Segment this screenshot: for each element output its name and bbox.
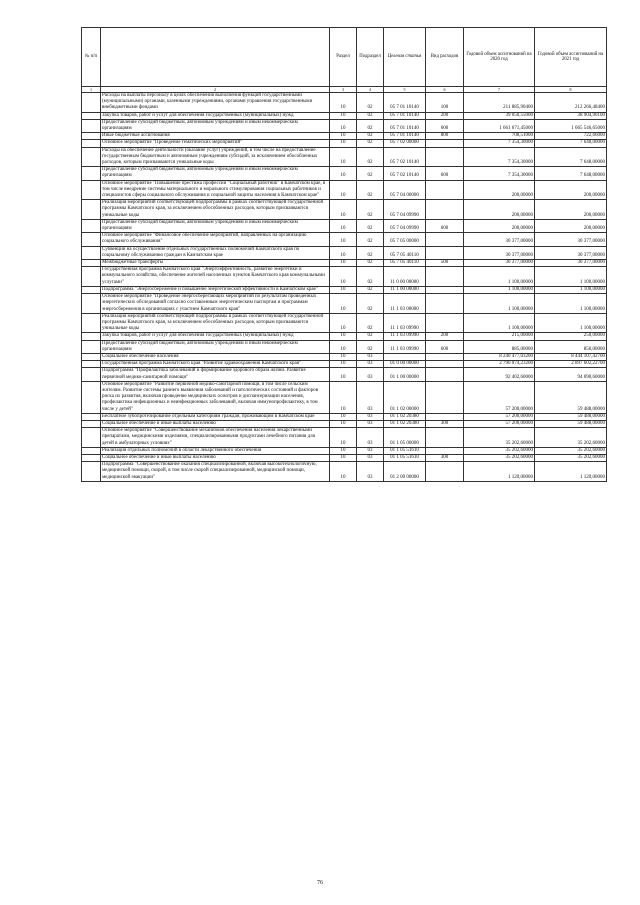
row-amount-2021: 2 897 602,22700 xyxy=(535,361,607,368)
row-target-article: 05 7 04 00000 xyxy=(384,180,426,200)
row-podrazdel: 02 xyxy=(357,267,384,287)
row-expense-type: 300 xyxy=(426,420,464,427)
row-razdel: 10 xyxy=(330,267,357,287)
row-razdel: 10 xyxy=(330,140,357,147)
row-razdel: 10 xyxy=(330,200,357,220)
row-podrazdel: 02 xyxy=(357,147,384,167)
table-row xyxy=(82,447,607,454)
row-podrazdel: 03 xyxy=(357,353,384,360)
row-amount-2020: 39 050,55000 xyxy=(464,112,535,119)
row-target-article: 05 7 01 10140 xyxy=(384,93,426,113)
row-amount-2021: 1 120,00000 xyxy=(535,462,607,482)
row-razdel: 10 xyxy=(330,233,357,246)
row-podrazdel: 02 xyxy=(357,286,384,293)
table-row xyxy=(82,361,607,368)
row-expense-type xyxy=(426,381,464,413)
table-row xyxy=(82,353,607,360)
num-cell xyxy=(82,233,101,246)
table-row xyxy=(82,112,607,119)
row-podrazdel: 02 xyxy=(357,112,384,119)
num-cell xyxy=(82,147,101,167)
column-number: 2 xyxy=(101,87,330,93)
row-razdel: 10 xyxy=(330,361,357,368)
row-target-article: 11 1 03 09990 xyxy=(384,333,426,340)
num-cell xyxy=(82,420,101,427)
num-cell xyxy=(82,361,101,368)
column-number: 1 xyxy=(82,87,101,93)
row-amount-2020: 57 200,00000 xyxy=(464,381,535,413)
table-row xyxy=(82,260,607,267)
row-amount-2021: 35 202,60000 xyxy=(535,454,607,461)
row-podrazdel: 02 xyxy=(357,200,384,220)
table-row xyxy=(82,313,607,333)
table-row xyxy=(82,381,607,413)
row-name: Реализация мероприятий соответствующей подпрограммы в рамках соответствующей государственной программы Камчатского края, за исключением обособленных расходов, которым присваиваются уникальные коды xyxy=(101,313,330,333)
row-name: Бесплатное зубопротезирование отдельным категориям граждан, проживающим в Камчатском крае xyxy=(101,413,330,420)
row-target-article: 01 1 02 20380 xyxy=(384,413,426,420)
row-expense-type: 600 xyxy=(426,167,464,180)
table-row xyxy=(82,233,607,246)
row-amount-2020: 35 202,60000 xyxy=(464,454,535,461)
row-name: Основное мероприятие "Совершенствование механизмов обеспечения населения лекарственными препаратами, медицинскими изделиями, специализированными продуктами лечебного питания для детей в амбулаторных условиях" xyxy=(101,428,330,448)
row-amount-2020: 1 120,00000 xyxy=(464,462,535,482)
row-amount-2021: 212 266,48400 xyxy=(535,93,607,113)
row-amount-2020: 30 377,00000 xyxy=(464,246,535,259)
row-podrazdel: 02 xyxy=(357,233,384,246)
row-name: Социальное обеспечение и иные выплаты населению xyxy=(101,420,330,427)
row-target-article: 05 7 01 10140 xyxy=(384,119,426,132)
row-amount-2020: 211 885,90400 xyxy=(464,93,535,113)
row-target-article: 05 7 02 10140 xyxy=(384,167,426,180)
row-expense-type: 200 xyxy=(426,333,464,340)
row-amount-2021: 1 100,00000 xyxy=(535,286,607,293)
row-podrazdel: 03 xyxy=(357,381,384,413)
table-row xyxy=(82,454,607,461)
num-cell xyxy=(82,260,101,267)
row-podrazdel: 02 xyxy=(357,260,384,267)
row-amount-2021: 722,66000 xyxy=(535,133,607,140)
row-name: Основное мероприятие "Повышение престижа профессии "Социальный работник" в Камчатском крае, в том числе внедрение системы материального и морального стимулирования социальных работников и специалистов сферы социального обслуживания и социальной защиты населения в Камчатском крае" xyxy=(101,180,330,200)
row-razdel: 10 xyxy=(330,147,357,167)
table-row xyxy=(82,294,607,314)
row-amount-2020: 92 402,60000 xyxy=(464,368,535,381)
row-razdel: 10 xyxy=(330,340,357,353)
row-amount-2021: 59 488,00000 xyxy=(535,413,607,420)
num-cell xyxy=(82,413,101,420)
row-amount-2021: 200,00000 xyxy=(535,200,607,220)
row-target-article: 01 1 02 20380 xyxy=(384,420,426,427)
row-razdel: 10 xyxy=(330,462,357,482)
num-cell xyxy=(82,119,101,132)
num-cell xyxy=(82,462,101,482)
table-row xyxy=(82,180,607,200)
row-razdel: 10 xyxy=(330,246,357,259)
row-target-article: 05 7 04 09990 xyxy=(384,200,426,220)
table-row xyxy=(82,333,607,340)
row-expense-type xyxy=(426,361,464,368)
row-expense-type xyxy=(426,233,464,246)
row-razdel: 10 xyxy=(330,428,357,448)
table-row xyxy=(82,119,607,132)
row-target-article: 01 1 05 51610 xyxy=(384,447,426,454)
row-target-article: 11 0 00 00000 xyxy=(384,267,426,287)
row-razdel: 10 xyxy=(330,447,357,454)
row-expense-type xyxy=(426,413,464,420)
row-expense-type: 200 xyxy=(426,112,464,119)
row-target-article: 11 1 03 00000 xyxy=(384,294,426,314)
row-razdel: 10 xyxy=(330,353,357,360)
row-target-article: 11 1 00 00000 xyxy=(384,286,426,293)
row-expense-type xyxy=(426,368,464,381)
row-podrazdel: 02 xyxy=(357,246,384,259)
row-amount-2020: 57 200,00000 xyxy=(464,420,535,427)
row-podrazdel: 03 xyxy=(357,361,384,368)
row-target-article: 05 7 04 09990 xyxy=(384,219,426,232)
table-header-row xyxy=(82,28,607,87)
row-expense-type xyxy=(426,180,464,200)
row-name: Предоставление субсидий бюджетным, автономным учреждениям и иным некоммерческим организациям xyxy=(101,219,330,232)
row-target-article: 05 7 01 10140 xyxy=(384,112,426,119)
row-razdel: 10 xyxy=(330,420,357,427)
row-amount-2020: 200,00000 xyxy=(464,200,535,220)
row-podrazdel: 03 xyxy=(357,368,384,381)
row-amount-2020: 35 202,60000 xyxy=(464,447,535,454)
row-podrazdel: 03 xyxy=(357,462,384,482)
row-podrazdel: 02 xyxy=(357,340,384,353)
header-podrazdel: Подраздел xyxy=(357,28,384,87)
row-expense-type: 800 xyxy=(426,133,464,140)
row-podrazdel: 02 xyxy=(357,219,384,232)
row-target-article: 05 7 05 40110 xyxy=(384,246,426,259)
row-amount-2021: 1 665 546,65000 xyxy=(535,119,607,132)
row-target-article: 01 1 05 51610 xyxy=(384,454,426,461)
row-amount-2021: 850,00000 xyxy=(535,340,607,353)
num-cell xyxy=(82,200,101,220)
row-podrazdel: 03 xyxy=(357,454,384,461)
row-amount-2020: 200,00000 xyxy=(464,219,535,232)
row-amount-2020: 215,00000 xyxy=(464,333,535,340)
row-razdel: 10 xyxy=(330,368,357,381)
header-year-2020: Годовой объем ассигнований на 2020 год xyxy=(464,28,535,87)
row-razdel: 10 xyxy=(330,112,357,119)
row-name: Закупка товаров, работ и услуг для обеспечения государственных (муниципальных) нужд xyxy=(101,112,330,119)
table-row xyxy=(82,167,607,180)
row-razdel: 10 xyxy=(330,133,357,140)
num-cell xyxy=(82,112,101,119)
row-amount-2020: 30 377,00000 xyxy=(464,260,535,267)
row-amount-2021: 200,00000 xyxy=(535,219,607,232)
row-name: Подпрограмма "Энергосбережение и повышение энергетической эффективности в Камчатском крае" xyxy=(101,286,330,293)
row-podrazdel: 02 xyxy=(357,133,384,140)
row-expense-type xyxy=(426,353,464,360)
row-target-article: 01 1 02 00000 xyxy=(384,381,426,413)
num-cell xyxy=(82,180,101,200)
row-target-article: 05 7 02 00000 xyxy=(384,140,426,147)
row-podrazdel: 03 xyxy=(357,428,384,448)
row-target-article: 05 7 05 00000 xyxy=(384,233,426,246)
row-name: Субвенции на осуществление отдельных государственных полномочий Камчатского края по социальному обслуживанию граждан в Камчатском крае xyxy=(101,246,330,259)
row-name: Основное мероприятие "Финансовое обеспечение мероприятий, направленных на организацию социального обслуживания" xyxy=(101,233,330,246)
row-target-article: 11 1 03 09990 xyxy=(384,313,426,333)
row-name: Закупка товаров, работ и услуг для обеспечения государственных (муниципальных) нужд xyxy=(101,333,330,340)
num-cell xyxy=(82,93,101,113)
row-name: Реализация мероприятий соответствующей подпрограммы в рамках соответствующей государственной программы Камчатского края, за исключением обособленных расходов, которым присваиваются уникальные коды xyxy=(101,200,330,220)
row-name: Основное мероприятие "Развитие первичной медико-санитарной помощи, в том числе сельским жителям. Развитие системы раннего выявления заболеваний и патологических состояний и факторов риска их развития, включая проведение медицинских осмотров и диспансеризации населения, профилактика инфекционных и неинфекционных заболеваний, включая иммунопрофилактику, в том числе у детей" xyxy=(101,381,330,413)
row-amount-2021: 35 202,60000 xyxy=(535,447,607,454)
row-razdel: 10 xyxy=(330,294,357,314)
row-amount-2020: 1 661 671,45000 xyxy=(464,119,535,132)
row-expense-type xyxy=(426,140,464,147)
row-expense-type xyxy=(426,462,464,482)
num-cell xyxy=(82,368,101,381)
row-expense-type xyxy=(426,428,464,448)
row-target-article: 01 1 05 00000 xyxy=(384,428,426,448)
row-name: Основное мероприятие "Проведение энергосберегающих мероприятий по результатам проведенных энергетических обследований согласно составленным энергетическим паспортам и программам энергосбережения в организациях с участием Камчатского края" xyxy=(101,294,330,314)
row-amount-2020: 2 790 074,23200 xyxy=(464,361,535,368)
row-podrazdel: 03 xyxy=(357,447,384,454)
table-row xyxy=(82,219,607,232)
table-row xyxy=(82,246,607,259)
row-name: Основное мероприятие "Проведение тематических мероприятий" xyxy=(101,140,330,147)
row-amount-2021: 30 377,00000 xyxy=(535,246,607,259)
row-razdel: 10 xyxy=(330,260,357,267)
row-expense-type xyxy=(426,294,464,314)
column-number: 7 xyxy=(464,87,535,93)
table-row xyxy=(82,93,607,113)
table-row xyxy=(82,140,607,147)
row-expense-type: 600 xyxy=(426,219,464,232)
header-year-2021: Годовой объем ассигнований на 2021 год xyxy=(535,28,607,87)
row-amount-2021: 59 488,00000 xyxy=(535,381,607,413)
row-expense-type xyxy=(426,447,464,454)
table-row xyxy=(82,267,607,287)
num-cell xyxy=(82,294,101,314)
row-expense-type: 100 xyxy=(426,93,464,113)
row-target-article: 05 7 02 10140 xyxy=(384,147,426,167)
row-amount-2021: 30 377,00000 xyxy=(535,233,607,246)
num-cell xyxy=(82,447,101,454)
row-expense-type xyxy=(426,286,464,293)
num-cell xyxy=(82,340,101,353)
row-razdel: 10 xyxy=(330,413,357,420)
table-row xyxy=(82,133,607,140)
row-amount-2021: 35 202,60000 xyxy=(535,428,607,448)
header-name xyxy=(101,28,330,87)
row-razdel: 10 xyxy=(330,180,357,200)
row-name: Государственная программа Камчатского края "Энергоэффективность, развитие энергетики и коммунального хозяйства, обеспечение жителей населенных пунктов Камчатского края коммунальными услугами" xyxy=(101,267,330,287)
table-row xyxy=(82,340,607,353)
row-name: Подпрограмма "Совершенствование оказания специализированной, включая высокотехнологичную, медицинской помощи, скорой, в том числе скорой специализированной, медицинской помощи, медицинской эвакуации" xyxy=(101,462,330,482)
row-target-article: 01 0 00 00000 xyxy=(384,361,426,368)
row-amount-2021: 7 648,00000 xyxy=(535,140,607,147)
column-number: 4 xyxy=(357,87,384,93)
num-cell xyxy=(82,133,101,140)
header-target-article: Целевая статья xyxy=(384,28,426,87)
row-target-article: 01 2 00 00000 xyxy=(384,462,426,482)
row-razdel: 10 xyxy=(330,454,357,461)
row-amount-2020: 885,00000 xyxy=(464,340,535,353)
row-amount-2020: 35 202,60000 xyxy=(464,428,535,448)
row-amount-2020: 708,51000 xyxy=(464,133,535,140)
row-amount-2020: 1 100,00000 xyxy=(464,294,535,314)
num-cell xyxy=(82,353,101,360)
row-name: Расходы на выплаты персоналу в целях обеспечения выполнения функций государственными (муниципальными) органами, казенными учреждениями, органами управления государственными внебюджетными фондами xyxy=(101,93,330,113)
num-cell xyxy=(82,428,101,448)
num-cell xyxy=(82,246,101,259)
row-expense-type: 300 xyxy=(426,454,464,461)
row-amount-2020: 1 100,00000 xyxy=(464,286,535,293)
num-cell xyxy=(82,286,101,293)
row-podrazdel: 02 xyxy=(357,167,384,180)
row-podrazdel: 02 xyxy=(357,140,384,147)
row-razdel: 10 xyxy=(330,93,357,113)
num-cell xyxy=(82,313,101,333)
row-podrazdel: 03 xyxy=(357,413,384,420)
row-amount-2020: 30 377,00000 xyxy=(464,233,535,246)
header-num: № п/п xyxy=(82,28,101,87)
row-amount-2021: 1 100,00000 xyxy=(535,294,607,314)
page-number: 76 xyxy=(317,880,323,886)
row-expense-type xyxy=(426,147,464,167)
row-amount-2020: 7 354,30000 xyxy=(464,147,535,167)
row-amount-2020: 57 200,00000 xyxy=(464,413,535,420)
row-amount-2020: 8 240 477,03200 xyxy=(464,353,535,360)
row-podrazdel: 02 xyxy=(357,333,384,340)
row-expense-type: 600 xyxy=(426,119,464,132)
num-cell xyxy=(82,333,101,340)
row-name: Государственная программа Камчатского края "Развитие здравоохранения Камчатского края" xyxy=(101,361,330,368)
row-razdel: 10 xyxy=(330,381,357,413)
row-amount-2021: 7 648,00000 xyxy=(535,147,607,167)
table-row xyxy=(82,200,607,220)
row-amount-2021: 38 904,90100 xyxy=(535,112,607,119)
row-podrazdel: 02 xyxy=(357,294,384,314)
table-row xyxy=(82,462,607,482)
row-amount-2020: 7 354,30000 xyxy=(464,167,535,180)
row-target-article: 05 7 05 40110 xyxy=(384,260,426,267)
row-target-article: 01 1 00 00000 xyxy=(384,368,426,381)
row-amount-2020: 7 354,30000 xyxy=(464,140,535,147)
row-target-article xyxy=(384,353,426,360)
row-name: Иные бюджетные ассигнования xyxy=(101,133,330,140)
num-cell xyxy=(82,267,101,287)
row-podrazdel: 02 xyxy=(357,313,384,333)
row-expense-type xyxy=(426,267,464,287)
table-row xyxy=(82,368,607,381)
row-name: Социальное обеспечение и иные выплаты населению xyxy=(101,454,330,461)
row-razdel: 10 xyxy=(330,119,357,132)
column-number: 5 xyxy=(384,87,426,93)
num-cell xyxy=(82,454,101,461)
num-cell xyxy=(82,167,101,180)
row-name: Предоставление субсидий бюджетным, автономным учреждениям и иным некоммерческим организациям xyxy=(101,119,330,132)
row-name: Подпрограмма "Профилактика заболеваний и формирование здорового образа жизни. Развитие первичной медико-санитарной помощи" xyxy=(101,368,330,381)
row-name: Предоставление субсидий бюджетным, автономным учреждениям и иным некоммерческим организациям xyxy=(101,340,330,353)
row-expense-type xyxy=(426,313,464,333)
row-name: Предоставление субсидий бюджетным, автономным учреждениям и иным некоммерческим организациям xyxy=(101,167,330,180)
row-podrazdel: 02 xyxy=(357,119,384,132)
row-razdel: 10 xyxy=(330,333,357,340)
row-expense-type xyxy=(426,200,464,220)
row-amount-2021: 8 444 107,42700 xyxy=(535,353,607,360)
num-cell xyxy=(82,381,101,413)
num-cell xyxy=(82,140,101,147)
row-razdel: 10 xyxy=(330,167,357,180)
table-row xyxy=(82,413,607,420)
row-expense-type: 600 xyxy=(426,340,464,353)
row-expense-type: 500 xyxy=(426,260,464,267)
row-name: Социальное обеспечение населения xyxy=(101,353,330,360)
num-cell xyxy=(82,219,101,232)
row-razdel: 10 xyxy=(330,286,357,293)
row-razdel: 10 xyxy=(330,313,357,333)
row-target-article: 05 7 01 10140 xyxy=(384,133,426,140)
row-name: Межбюджетные трансферты xyxy=(101,260,330,267)
table-row xyxy=(82,420,607,427)
table-row xyxy=(82,286,607,293)
row-amount-2021: 1 100,00000 xyxy=(535,313,607,333)
row-amount-2021: 30 377,00000 xyxy=(535,260,607,267)
row-podrazdel: 02 xyxy=(357,93,384,113)
row-target-article: 11 1 03 09990 xyxy=(384,340,426,353)
row-name: Реализация отдельных полномочий в области лекарственного обеспечения xyxy=(101,447,330,454)
row-amount-2020: 1 100,00000 xyxy=(464,267,535,287)
header-expense-type: Вид расходов xyxy=(426,28,464,87)
row-amount-2021: 7 648,00000 xyxy=(535,167,607,180)
header-razdel: Раздел xyxy=(330,28,357,87)
row-amount-2021: 59 488,00000 xyxy=(535,420,607,427)
row-amount-2020: 1 100,00000 xyxy=(464,313,535,333)
row-amount-2021: 94 690,60000 xyxy=(535,368,607,381)
row-amount-2021: 250,00000 xyxy=(535,333,607,340)
row-razdel: 10 xyxy=(330,219,357,232)
row-amount-2021: 200,00000 xyxy=(535,180,607,200)
row-amount-2021: 1 100,00000 xyxy=(535,267,607,287)
row-expense-type xyxy=(426,246,464,259)
table-row xyxy=(82,428,607,448)
row-name: Расходы на обеспечение деятельности (оказание услуг) учреждений, в том числе на предоставление государственным бюджетным и автономным учреждениям субсидий, за исключением обособленных расходов, которым присваиваются уникальные коды xyxy=(101,147,330,167)
column-number: 3 xyxy=(330,87,357,93)
row-amount-2020: 200,00000 xyxy=(464,180,535,200)
row-podrazdel: 03 xyxy=(357,420,384,427)
row-podrazdel: 02 xyxy=(357,180,384,200)
budget-table xyxy=(81,27,607,482)
table-row xyxy=(82,147,607,167)
column-number: 6 xyxy=(426,87,464,93)
column-number: 8 xyxy=(535,87,607,93)
